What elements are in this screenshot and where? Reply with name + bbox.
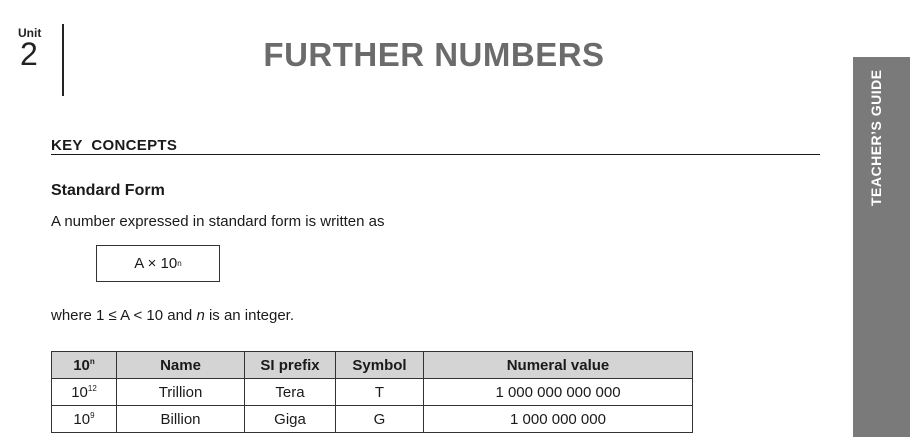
unit-number: 2 xyxy=(20,36,38,72)
cell-name: Billion xyxy=(117,406,245,433)
cell-symbol: G xyxy=(336,406,424,433)
section-heading: KEY CONCEPTS xyxy=(51,137,178,154)
header-symbol: Symbol xyxy=(336,352,424,379)
cell-symbol: T xyxy=(336,379,424,406)
condition-variable: n xyxy=(196,307,205,324)
section-divider xyxy=(51,154,820,155)
formula-exponent: n xyxy=(177,259,182,268)
cell-value: 1 000 000 000 xyxy=(424,406,693,433)
cell-value: 1 000 000 000 000 xyxy=(424,379,693,406)
intro-text: A number expressed in standard form is written as xyxy=(51,213,385,230)
header-name: Name xyxy=(117,352,245,379)
condition-text xyxy=(51,307,294,324)
condition-part1: where 1 ≤ A < 10 and xyxy=(51,307,197,324)
formula-box xyxy=(96,245,220,282)
table-row xyxy=(52,406,693,433)
cell-prefix: Tera xyxy=(245,379,336,406)
table-row xyxy=(52,379,693,406)
header-numeral-value: Numeral value xyxy=(424,352,693,379)
formula-base: A × 10 xyxy=(134,255,178,272)
cell-power: $10^{12}$ xyxy=(52,379,117,406)
subheading: Standard Form xyxy=(51,182,165,199)
page-title: FURTHER NUMBERS xyxy=(263,36,605,73)
header-power: 10$^n$ xyxy=(52,352,117,379)
table-header-row xyxy=(52,352,693,379)
unit-label: Unit xyxy=(18,26,42,40)
cell-power: $10^9$ xyxy=(52,406,117,433)
condition-part2: is an integer. xyxy=(204,307,295,324)
side-tab-label: TEACHER’S GUIDE xyxy=(868,69,884,206)
cell-name: Trillion xyxy=(117,379,245,406)
cell-prefix: Giga xyxy=(245,406,336,433)
prefix-table xyxy=(51,351,693,433)
header-si-prefix: SI prefix xyxy=(245,352,336,379)
